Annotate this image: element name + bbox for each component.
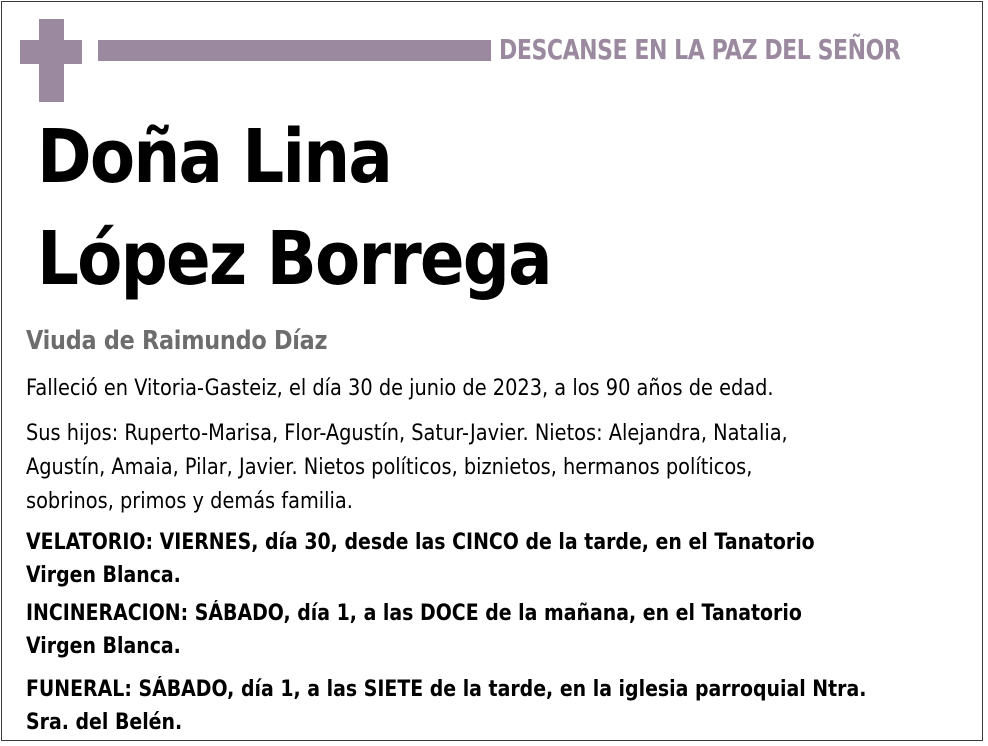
event-line: INCINERACION: SÁBADO, día 1, a las DOCE de la mañana, en el Tanatorio: [26, 601, 802, 626]
header-title: DESCANSE EN LA PAZ DEL SEÑOR: [499, 34, 901, 66]
event-line: Sra. del Belén.: [26, 710, 183, 735]
deceased-name-line-2: López Borrega: [37, 216, 551, 302]
event-line: VELATORIO: VIERNES, día 30, desde las CINCO de la tarde, en el Tanatorio: [26, 530, 815, 555]
deceased-name-line-1: Doña Lina: [37, 114, 392, 200]
family-line: sobrinos, primos y demás familia.: [26, 487, 353, 514]
incineracion-notice: [26, 597, 802, 663]
obituary-card: [1, 1, 983, 741]
family-paragraph: [26, 417, 788, 518]
death-notice-text: Falleció en Vitoria-Gasteiz, el día 30 de junio de 2023, a los 90 años de edad.: [26, 375, 774, 401]
velatorio-notice: [26, 526, 815, 592]
funeral-notice: [26, 673, 866, 739]
event-line: Virgen Blanca.: [26, 634, 181, 659]
family-line: Sus hijos: Ruperto-Marisa, Flor-Agustín, Satur-Javier. Nietos: Alejandra, Natalia,: [26, 420, 788, 446]
event-line: FUNERAL: SÁBADO, día 1, a las SIETE de la tarde, en la iglesia parroquial Ntra.: [26, 677, 867, 702]
death-notice: [26, 372, 774, 406]
header-divider-bar: [98, 40, 491, 61]
family-line: Agustín, Amaia, Pilar, Javier. Nietos políticos, biznietos, hermanos políticos,: [26, 453, 753, 480]
cross-horizontal-bar: [20, 40, 82, 64]
event-line: Virgen Blanca.: [26, 563, 181, 588]
widow-of-text: Viuda de Raimundo Díaz: [26, 326, 328, 356]
